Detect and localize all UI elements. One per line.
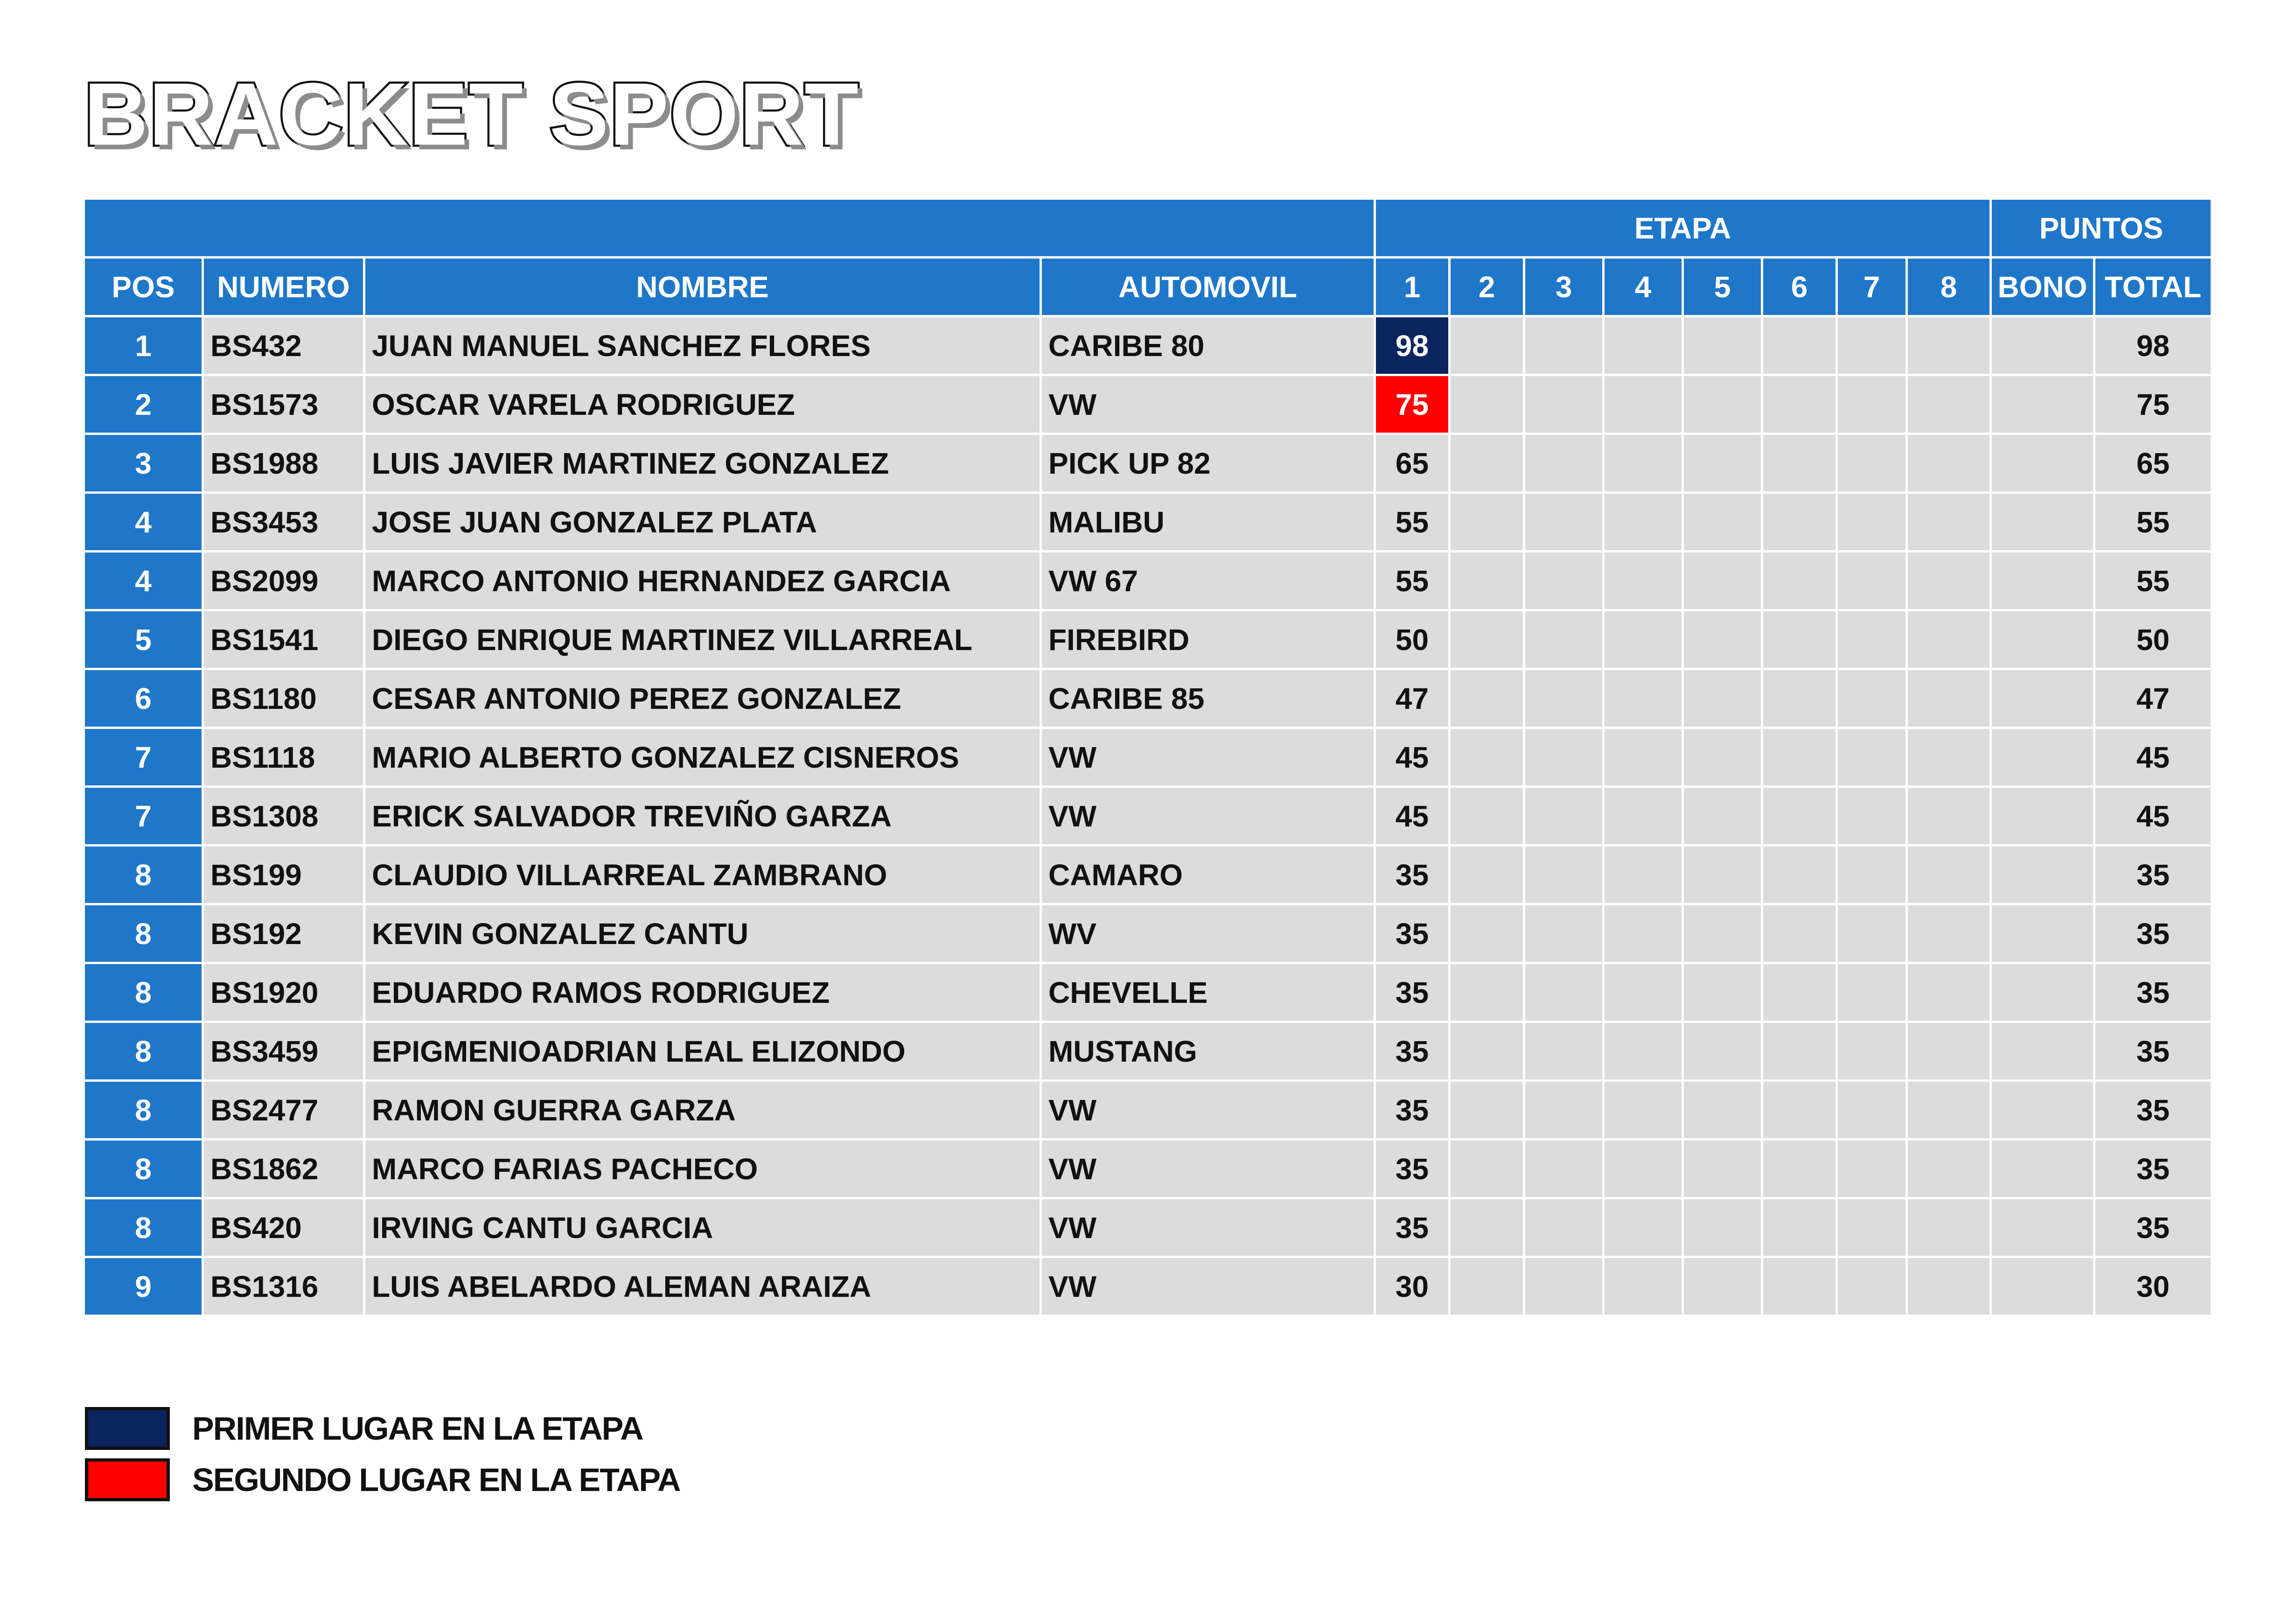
- cell-stage-6: [1763, 788, 1838, 847]
- table-row: [85, 905, 2211, 964]
- cell-stage-4: [1605, 317, 1684, 376]
- cell-numero: BS1180: [204, 670, 365, 729]
- cell-stage-1: 35: [1376, 1141, 1451, 1199]
- table-row: [85, 435, 2211, 494]
- header-stage-2: 2: [1451, 259, 1525, 317]
- cell-stage-4: [1605, 905, 1684, 964]
- cell-stage-1: 35: [1376, 1199, 1451, 1258]
- cell-bono: [1992, 1023, 2095, 1082]
- cell-stage-8: [1908, 553, 1992, 611]
- cell-stage-4: [1605, 1023, 1684, 1082]
- cell-stage-3: [1525, 1023, 1605, 1082]
- cell-nombre: MARIO ALBERTO GONZALEZ CISNEROS: [365, 729, 1042, 788]
- table-row: [85, 964, 2211, 1023]
- cell-pos: 8: [85, 1141, 204, 1199]
- cell-stage-3: [1525, 964, 1605, 1023]
- cell-pos: 7: [85, 729, 204, 788]
- cell-stage-1: 98: [1376, 317, 1451, 376]
- cell-stage-4: [1605, 788, 1684, 847]
- cell-stage-6: [1763, 1082, 1838, 1141]
- cell-stage-3: [1525, 847, 1605, 905]
- cell-stage-2: [1451, 1199, 1525, 1258]
- cell-stage-7: [1838, 847, 1908, 905]
- cell-pos: 9: [85, 1258, 204, 1317]
- cell-bono: [1992, 905, 2095, 964]
- cell-stage-7: [1838, 905, 1908, 964]
- cell-stage-8: [1908, 1023, 1992, 1082]
- cell-automovil: PICK UP 82: [1042, 435, 1376, 494]
- cell-stage-3: [1525, 494, 1605, 553]
- header-blank: [85, 200, 1376, 259]
- cell-bono: [1992, 435, 2095, 494]
- cell-numero: BS3459: [204, 1023, 365, 1082]
- cell-stage-6: [1763, 1199, 1838, 1258]
- cell-automovil: MALIBU: [1042, 494, 1376, 553]
- cell-total: 50: [2095, 611, 2211, 670]
- cell-stage-5: [1684, 1141, 1763, 1199]
- legend-second-label: SEGUNDO LUGAR EN LA ETAPA: [192, 1462, 680, 1498]
- cell-stage-5: [1684, 905, 1763, 964]
- cell-stage-6: [1763, 1023, 1838, 1082]
- cell-stage-6: [1763, 435, 1838, 494]
- cell-stage-1: 55: [1376, 494, 1451, 553]
- cell-stage-2: [1451, 553, 1525, 611]
- header-stage-3: 3: [1525, 259, 1605, 317]
- cell-stage-2: [1451, 494, 1525, 553]
- cell-stage-2: [1451, 847, 1525, 905]
- cell-stage-2: [1451, 1082, 1525, 1141]
- cell-bono: [1992, 964, 2095, 1023]
- cell-stage-8: [1908, 847, 1992, 905]
- cell-stage-1: 45: [1376, 729, 1451, 788]
- cell-stage-7: [1838, 435, 1908, 494]
- cell-stage-7: [1838, 964, 1908, 1023]
- cell-nombre: DIEGO ENRIQUE MARTINEZ VILLARREAL: [365, 611, 1042, 670]
- cell-numero: BS192: [204, 905, 365, 964]
- cell-total: 35: [2095, 1082, 2211, 1141]
- cell-automovil: VW: [1042, 729, 1376, 788]
- header-numero: NUMERO: [204, 259, 365, 317]
- cell-stage-3: [1525, 611, 1605, 670]
- cell-stage-7: [1838, 788, 1908, 847]
- cell-stage-2: [1451, 1258, 1525, 1317]
- cell-stage-2: [1451, 1023, 1525, 1082]
- table-row: [85, 1141, 2211, 1199]
- cell-nombre: RAMON GUERRA GARZA: [365, 1082, 1042, 1141]
- cell-numero: BS199: [204, 847, 365, 905]
- cell-numero: BS1541: [204, 611, 365, 670]
- cell-stage-1: 45: [1376, 788, 1451, 847]
- cell-stage-2: [1451, 376, 1525, 435]
- cell-stage-6: [1763, 1141, 1838, 1199]
- cell-numero: BS1308: [204, 788, 365, 847]
- cell-stage-4: [1605, 494, 1684, 553]
- cell-automovil: VW: [1042, 788, 1376, 847]
- cell-automovil: VW: [1042, 1199, 1376, 1258]
- cell-stage-5: [1684, 670, 1763, 729]
- cell-stage-8: [1908, 494, 1992, 553]
- cell-stage-3: [1525, 729, 1605, 788]
- header-stage-4: 4: [1605, 259, 1684, 317]
- table-row: [85, 317, 2211, 376]
- header-pos: POS: [85, 259, 204, 317]
- cell-stage-7: [1838, 494, 1908, 553]
- cell-stage-5: [1684, 847, 1763, 905]
- cell-stage-1: 35: [1376, 1023, 1451, 1082]
- cell-nombre: CESAR ANTONIO PEREZ GONZALEZ: [365, 670, 1042, 729]
- cell-stage-4: [1605, 670, 1684, 729]
- cell-stage-4: [1605, 847, 1684, 905]
- cell-stage-5: [1684, 1023, 1763, 1082]
- header-bono: BONO: [1992, 259, 2095, 317]
- cell-pos: 1: [85, 317, 204, 376]
- header-automovil: AUTOMOVIL: [1042, 259, 1376, 317]
- cell-total: 75: [2095, 376, 2211, 435]
- cell-stage-3: [1525, 1199, 1605, 1258]
- cell-nombre: JOSE JUAN GONZALEZ PLATA: [365, 494, 1042, 553]
- table-row: [85, 729, 2211, 788]
- cell-pos: 8: [85, 964, 204, 1023]
- cell-numero: BS1920: [204, 964, 365, 1023]
- cell-stage-4: [1605, 553, 1684, 611]
- cell-stage-3: [1525, 1141, 1605, 1199]
- cell-stage-7: [1838, 553, 1908, 611]
- cell-stage-7: [1838, 670, 1908, 729]
- cell-stage-5: [1684, 553, 1763, 611]
- cell-automovil: FIREBIRD: [1042, 611, 1376, 670]
- cell-stage-7: [1838, 1082, 1908, 1141]
- header-row: [85, 259, 2211, 317]
- cell-numero: BS2099: [204, 553, 365, 611]
- cell-stage-7: [1838, 376, 1908, 435]
- cell-total: 55: [2095, 494, 2211, 553]
- cell-stage-8: [1908, 670, 1992, 729]
- cell-pos: 8: [85, 1023, 204, 1082]
- cell-stage-5: [1684, 494, 1763, 553]
- cell-bono: [1992, 317, 2095, 376]
- cell-nombre: MARCO FARIAS PACHECO: [365, 1141, 1042, 1199]
- cell-numero: BS432: [204, 317, 365, 376]
- cell-stage-5: [1684, 1199, 1763, 1258]
- cell-stage-7: [1838, 1141, 1908, 1199]
- legend-second-swatch: [85, 1458, 170, 1501]
- cell-bono: [1992, 1199, 2095, 1258]
- cell-stage-8: [1908, 905, 1992, 964]
- cell-numero: BS1988: [204, 435, 365, 494]
- cell-bono: [1992, 553, 2095, 611]
- cell-pos: 8: [85, 1082, 204, 1141]
- header-etapa: ETAPA: [1376, 200, 1992, 259]
- cell-nombre: IRVING CANTU GARCIA: [365, 1199, 1042, 1258]
- legend-first-label: PRIMER LUGAR EN LA ETAPA: [192, 1410, 643, 1447]
- cell-stage-2: [1451, 788, 1525, 847]
- header-total: TOTAL: [2095, 259, 2211, 317]
- cell-stage-2: [1451, 729, 1525, 788]
- cell-automovil: VW 67: [1042, 553, 1376, 611]
- cell-stage-1: 47: [1376, 670, 1451, 729]
- header-stage-7: 7: [1838, 259, 1908, 317]
- cell-stage-2: [1451, 670, 1525, 729]
- cell-stage-4: [1605, 376, 1684, 435]
- table-row: [85, 1199, 2211, 1258]
- cell-nombre: CLAUDIO VILLARREAL ZAMBRANO: [365, 847, 1042, 905]
- header-stage-8: 8: [1908, 259, 1992, 317]
- cell-stage-2: [1451, 611, 1525, 670]
- header-nombre: NOMBRE: [365, 259, 1042, 317]
- cell-stage-7: [1838, 729, 1908, 788]
- cell-total: 45: [2095, 729, 2211, 788]
- table-row: [85, 494, 2211, 553]
- cell-bono: [1992, 1082, 2095, 1141]
- cell-automovil: CARIBE 80: [1042, 317, 1376, 376]
- cell-stage-6: [1763, 670, 1838, 729]
- header-stage-6: 6: [1763, 259, 1838, 317]
- cell-nombre: JUAN MANUEL SANCHEZ FLORES: [365, 317, 1042, 376]
- cell-stage-7: [1838, 1023, 1908, 1082]
- cell-stage-8: [1908, 1082, 1992, 1141]
- cell-numero: BS1118: [204, 729, 365, 788]
- cell-stage-6: [1763, 847, 1838, 905]
- cell-bono: [1992, 788, 2095, 847]
- cell-stage-1: 35: [1376, 1082, 1451, 1141]
- cell-automovil: VW: [1042, 1082, 1376, 1141]
- cell-stage-5: [1684, 964, 1763, 1023]
- cell-stage-8: [1908, 964, 1992, 1023]
- cell-automovil: VW: [1042, 1258, 1376, 1317]
- cell-stage-1: 75: [1376, 376, 1451, 435]
- cell-automovil: VW: [1042, 1141, 1376, 1199]
- cell-stage-3: [1525, 435, 1605, 494]
- cell-stage-1: 55: [1376, 553, 1451, 611]
- header-stage-1: 1: [1376, 259, 1451, 317]
- cell-total: 45: [2095, 788, 2211, 847]
- cell-bono: [1992, 1258, 2095, 1317]
- cell-stage-8: [1908, 435, 1992, 494]
- cell-stage-6: [1763, 317, 1838, 376]
- cell-stage-8: [1908, 376, 1992, 435]
- cell-stage-2: [1451, 435, 1525, 494]
- cell-stage-6: [1763, 729, 1838, 788]
- cell-pos: 4: [85, 553, 204, 611]
- cell-pos: 6: [85, 670, 204, 729]
- cell-automovil: MUSTANG: [1042, 1023, 1376, 1082]
- cell-stage-1: 35: [1376, 964, 1451, 1023]
- cell-stage-7: [1838, 611, 1908, 670]
- cell-nombre: OSCAR VARELA RODRIGUEZ: [365, 376, 1042, 435]
- table-row: [85, 1082, 2211, 1141]
- cell-numero: BS1573: [204, 376, 365, 435]
- cell-total: 98: [2095, 317, 2211, 376]
- cell-nombre: KEVIN GONZALEZ CANTU: [365, 905, 1042, 964]
- cell-nombre: EDUARDO RAMOS RODRIGUEZ: [365, 964, 1042, 1023]
- table-row: [85, 376, 2211, 435]
- cell-stage-5: [1684, 788, 1763, 847]
- cell-stage-1: 30: [1376, 1258, 1451, 1317]
- cell-numero: BS1862: [204, 1141, 365, 1199]
- cell-stage-6: [1763, 376, 1838, 435]
- cell-stage-5: [1684, 611, 1763, 670]
- cell-total: 47: [2095, 670, 2211, 729]
- cell-stage-1: 35: [1376, 905, 1451, 964]
- cell-pos: 8: [85, 905, 204, 964]
- cell-automovil: CARIBE 85: [1042, 670, 1376, 729]
- table-row: [85, 1023, 2211, 1082]
- cell-stage-8: [1908, 1141, 1992, 1199]
- cell-total: 35: [2095, 847, 2211, 905]
- cell-bono: [1992, 611, 2095, 670]
- header-group-row: [85, 200, 2211, 259]
- cell-stage-8: [1908, 317, 1992, 376]
- cell-stage-1: 35: [1376, 847, 1451, 905]
- cell-stage-4: [1605, 964, 1684, 1023]
- cell-total: 30: [2095, 1258, 2211, 1317]
- cell-bono: [1992, 847, 2095, 905]
- table-row: [85, 847, 2211, 905]
- cell-pos: 7: [85, 788, 204, 847]
- cell-stage-2: [1451, 317, 1525, 376]
- cell-pos: 8: [85, 847, 204, 905]
- cell-stage-3: [1525, 905, 1605, 964]
- cell-stage-4: [1605, 1199, 1684, 1258]
- cell-stage-8: [1908, 1258, 1992, 1317]
- cell-bono: [1992, 376, 2095, 435]
- cell-stage-3: [1525, 788, 1605, 847]
- cell-stage-4: [1605, 435, 1684, 494]
- cell-stage-8: [1908, 788, 1992, 847]
- cell-pos: 8: [85, 1199, 204, 1258]
- standings-body: [85, 317, 2211, 1317]
- cell-stage-3: [1525, 670, 1605, 729]
- cell-stage-5: [1684, 1258, 1763, 1317]
- cell-pos: 3: [85, 435, 204, 494]
- cell-total: 35: [2095, 1023, 2211, 1082]
- cell-nombre: EPIGMENIOADRIAN LEAL ELIZONDO: [365, 1023, 1042, 1082]
- cell-pos: 5: [85, 611, 204, 670]
- cell-numero: BS420: [204, 1199, 365, 1258]
- cell-bono: [1992, 670, 2095, 729]
- cell-total: 35: [2095, 1199, 2211, 1258]
- cell-stage-6: [1763, 905, 1838, 964]
- cell-stage-7: [1838, 317, 1908, 376]
- cell-numero: BS1316: [204, 1258, 365, 1317]
- cell-stage-5: [1684, 435, 1763, 494]
- cell-stage-8: [1908, 1199, 1992, 1258]
- cell-stage-8: [1908, 611, 1992, 670]
- cell-automovil: CAMARO: [1042, 847, 1376, 905]
- cell-stage-4: [1605, 1082, 1684, 1141]
- cell-stage-3: [1525, 1082, 1605, 1141]
- cell-stage-1: 50: [1376, 611, 1451, 670]
- cell-automovil: WV: [1042, 905, 1376, 964]
- table-row: [85, 670, 2211, 729]
- cell-total: 35: [2095, 1141, 2211, 1199]
- table-row: [85, 788, 2211, 847]
- cell-automovil: VW: [1042, 376, 1376, 435]
- legend-first-swatch: [85, 1407, 170, 1450]
- cell-total: 65: [2095, 435, 2211, 494]
- cell-stage-7: [1838, 1258, 1908, 1317]
- cell-stage-2: [1451, 1141, 1525, 1199]
- cell-bono: [1992, 494, 2095, 553]
- header-puntos: PUNTOS: [1992, 200, 2211, 259]
- table-row: [85, 553, 2211, 611]
- cell-stage-5: [1684, 376, 1763, 435]
- cell-stage-1: 65: [1376, 435, 1451, 494]
- cell-stage-4: [1605, 1258, 1684, 1317]
- cell-stage-5: [1684, 729, 1763, 788]
- cell-stage-3: [1525, 553, 1605, 611]
- cell-stage-2: [1451, 964, 1525, 1023]
- cell-pos: 4: [85, 494, 204, 553]
- cell-stage-6: [1763, 1258, 1838, 1317]
- cell-nombre: LUIS ABELARDO ALEMAN ARAIZA: [365, 1258, 1042, 1317]
- page-title: BRACKET SPORT: [84, 65, 860, 164]
- cell-stage-4: [1605, 729, 1684, 788]
- cell-stage-6: [1763, 494, 1838, 553]
- cell-numero: BS3453: [204, 494, 365, 553]
- cell-stage-3: [1525, 1258, 1605, 1317]
- cell-stage-5: [1684, 1082, 1763, 1141]
- cell-stage-2: [1451, 905, 1525, 964]
- cell-total: 55: [2095, 553, 2211, 611]
- standings-table: [85, 200, 2211, 1317]
- cell-numero: BS2477: [204, 1082, 365, 1141]
- table-row: [85, 611, 2211, 670]
- header-stage-5: 5: [1684, 259, 1763, 317]
- cell-bono: [1992, 1141, 2095, 1199]
- cell-stage-4: [1605, 611, 1684, 670]
- cell-stage-3: [1525, 317, 1605, 376]
- cell-stage-7: [1838, 1199, 1908, 1258]
- cell-stage-6: [1763, 611, 1838, 670]
- cell-stage-8: [1908, 729, 1992, 788]
- cell-nombre: ERICK SALVADOR TREVIÑO GARZA: [365, 788, 1042, 847]
- cell-stage-5: [1684, 317, 1763, 376]
- cell-stage-6: [1763, 553, 1838, 611]
- cell-stage-4: [1605, 1141, 1684, 1199]
- cell-total: 35: [2095, 905, 2211, 964]
- cell-bono: [1992, 729, 2095, 788]
- cell-nombre: MARCO ANTONIO HERNANDEZ GARCIA: [365, 553, 1042, 611]
- table-row: [85, 1258, 2211, 1317]
- cell-stage-6: [1763, 964, 1838, 1023]
- cell-total: 35: [2095, 964, 2211, 1023]
- cell-pos: 2: [85, 376, 204, 435]
- cell-nombre: LUIS JAVIER MARTINEZ GONZALEZ: [365, 435, 1042, 494]
- cell-automovil: CHEVELLE: [1042, 964, 1376, 1023]
- cell-stage-3: [1525, 376, 1605, 435]
